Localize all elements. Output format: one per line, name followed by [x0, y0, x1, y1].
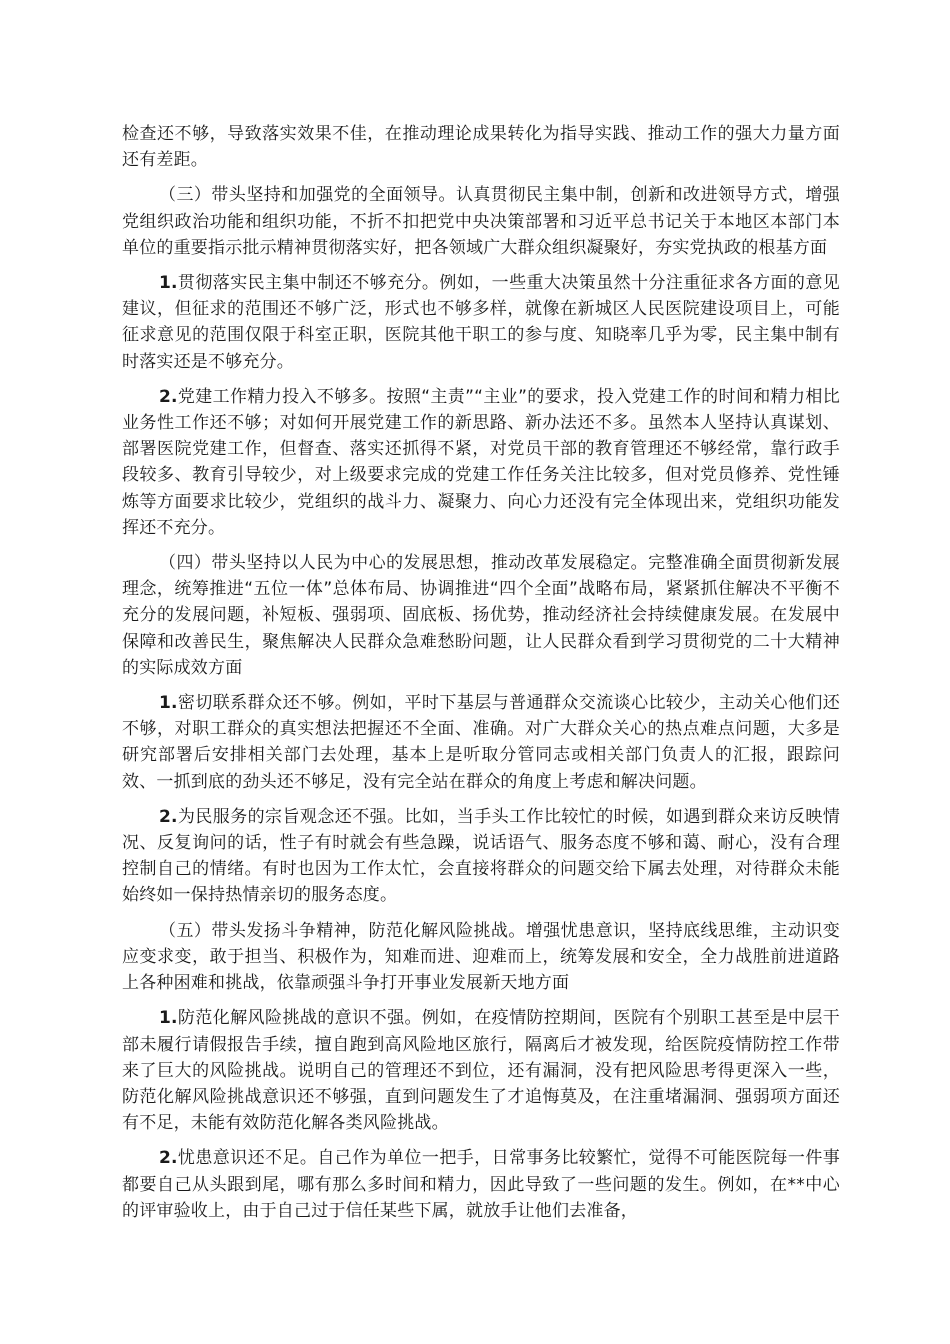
section-heading-four: [122, 550, 840, 681]
sub-item-3-1: [122, 270, 840, 375]
section-heading-five: [122, 918, 840, 997]
paragraph-continuation: [122, 121, 840, 173]
paragraph-text: （四）带头坚持以人民为中心的发展思想，推动改革发展稳定。完整准确全面贯彻新发展理念，统筹推进“五位一体”总体布局、协调推进“四个全面”战略布局，紧紧抓住解决不平衡不充分的发展问题，补短板、强弱项、固底板、扬优势，推动经济社会持续健康发展。在发展中保障和改善民生，聚焦解决人民群众急难愁盼问题，让人民群众看到学习贯彻党的二十大精神的实际成效方面: [122, 553, 840, 678]
paragraph-text: 为民服务的宗旨观念还不强。比如，当手头工作比较忙的时候，如遇到群众来访反映情况、反复询问的话，性子有时就会有些急躁，说话语气、服务态度不够和蔼、耐心，没有合理控制自己的情绪。有时也因为工作太忙，会直接将群众的问题交给下属去处理，对待群众未能始终如一保持热情亲切的服务态度。: [122, 806, 840, 906]
sub-item-5-1: [122, 1005, 840, 1136]
paragraph-text: 党建工作精力投入不够多。按照“主责”“主业”的要求，投入党建工作的时间和精力相比业务性工作还不够；对如何开展党建工作的新思路、新办法还不多。虽然本人坚持认真谋划、部署医院党建工作，但督查、落实还抓得不紧，对党员干部的教育管理还不够经常，靠行政手段较多、教育引导较少，对上级要求完成的党建工作任务关注比较多，但对党员修养、党性锤炼等方面要求比较少，党组织的战斗力、凝聚力、向心力还没有完全体现出来，党组织功能发挥还不充分。: [122, 386, 840, 538]
sub-item-3-2: [122, 384, 840, 541]
paragraph-text: 密切联系群众还不够。例如，平时下基层与普通群众交流谈心比较少，主动关心他们还不够，对职工群众的真实想法把握还不全面、准确。对广大群众关心的热点难点问题，大多是研究部署后安排相关部门去处理，基本上是听取分管同志或相关部门负责人的汇报，跟踪问效、一抓到底的劲头还不够足，没有完全站在群众的角度上考虑和解决问题。: [122, 693, 840, 792]
paragraph-text: 贯彻落实民主集中制还不够充分。例如，一些重大决策虽然十分注重征求各方面的意见建议，但征求的范围还不够广泛，形式也不够多样，就像在新城区人民医院建设项目上，可能征求意见的范围仅限于科室正职，医院其他干职工的参与度、知晓率几乎为零，民主集中制有时落实还是不够充分。: [122, 273, 840, 372]
item-number: 2.: [159, 1148, 178, 1169]
item-number: 2.: [159, 386, 178, 407]
paragraph-text: （三）带头坚持和加强党的全面领导。认真贯彻民主集中制，创新和改进领导方式，增强党组织政治功能和组织功能，不折不扣把党中央决策部署和习近平总书记关于本地区本部门本单位的重要指示批示精神贯彻落实好，把各领域广大群众组织凝聚好，夯实党执政的根基方面: [122, 185, 840, 258]
paragraph-text: 防范化解风险挑战的意识不强。例如，在疫情防控期间，医院有个别职工甚至是中层干部未履行请假报告手续，擅自跑到高风险地区旅行，隔离后才被发现，给医院疫情防控工作带来了巨大的风险挑战。说明自己的管理还不到位，还有漏洞，没有把风险思考得更深入一些，防范化解风险挑战意识还不够强，直到问题发生了才追悔莫及，在注重堵漏洞、强弱项方面还有不足，未能有效防范化解各类风险挑战。: [122, 1008, 840, 1134]
sub-item-5-2: [122, 1145, 840, 1224]
sub-item-4-2: [122, 804, 840, 909]
paragraph-text: （五）带头发扬斗争精神，防范化解风险挑战。增强忧患意识，坚持底线思维，主动识变应变求变，敢于担当、积极作为，知难而进、迎难而上，统筹发展和安全，全力战胜前进道路上各种困难和挑战，依靠顽强斗争打开事业发展新天地方面: [122, 920, 840, 994]
item-number: 1.: [159, 693, 178, 714]
document-page: [122, 121, 840, 1233]
sub-item-4-1: [122, 690, 840, 795]
paragraph-text: 检查还不够，导致落实效果不佳，在推动理论成果转化为指导实践、推动工作的强大力量方面还有差距。: [122, 124, 840, 171]
item-number: 2.: [159, 806, 178, 827]
section-heading-three: [122, 182, 840, 261]
paragraph-text: 忧患意识还不足。自己作为单位一把手，日常事务比较繁忙，觉得不可能医院每一件事都要自己从头跟到尾，哪有那么多时间和精力，因此导致了一些问题的发生。例如，在**中心的评审验收上，由于自己过于信任某些下属，就放手让他们去准备，: [122, 1148, 840, 1221]
item-number: 1.: [159, 1008, 178, 1029]
item-number: 1.: [159, 273, 178, 294]
